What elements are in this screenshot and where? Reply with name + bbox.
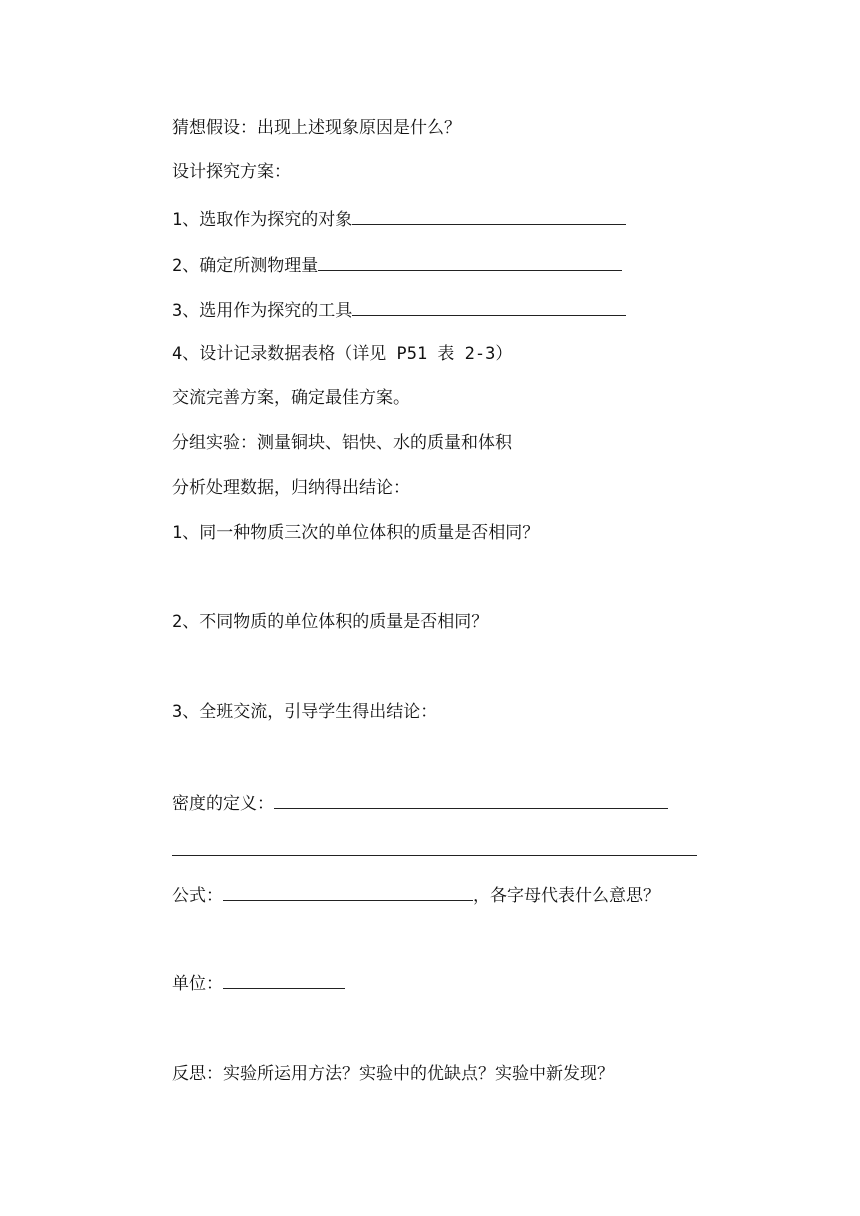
unit-label: 单位： (172, 974, 223, 994)
formula-question: ，各字母代表什么意思？ (473, 886, 660, 906)
step-1-blank[interactable] (352, 206, 626, 225)
design-heading: 设计探究方案： (172, 162, 291, 182)
formula-label: 公式： (172, 886, 223, 906)
question-2-line: 2、不同物质的单位体积的质量是否相同？ (172, 612, 489, 632)
unit-line (172, 970, 345, 994)
analysis-line: 分析处理数据，归纳得出结论： (172, 478, 410, 498)
question-1-line: 1、同一种物质三次的单位体积的质量是否相同？ (172, 523, 540, 543)
formula-line (172, 882, 660, 906)
exchange-line: 交流完善方案，确定最佳方案。 (172, 388, 410, 408)
formula-blank[interactable] (223, 882, 473, 901)
hypothesis-line: 猜想假设：出现上述现象原因是什么？ (172, 118, 461, 138)
density-definition-blank[interactable] (274, 790, 668, 809)
step-2-blank[interactable] (318, 252, 622, 271)
step-1-line (172, 206, 626, 230)
reflection-line: 反思：实验所运用方法？实验中的优缺点？实验中新发现？ (172, 1064, 614, 1084)
step-3-blank[interactable] (352, 297, 626, 316)
step-2-text: 2、确定所测物理量 (172, 256, 319, 276)
density-definition-blank-2[interactable] (172, 855, 697, 856)
step-2-line (172, 252, 622, 276)
step-3-line (172, 297, 626, 321)
step-4-line: 4、设计记录数据表格（详见 P51 表 2-3） (172, 344, 513, 364)
step-1-text: 1、选取作为探究的对象 (172, 210, 353, 230)
question-3-line: 3、全班交流，引导学生得出结论： (172, 702, 438, 722)
unit-blank[interactable] (223, 970, 345, 989)
step-3-text: 3、选用作为探究的工具 (172, 301, 353, 321)
density-definition-label: 密度的定义： (172, 794, 274, 814)
experiment-line: 分组实验：测量铜块、铝快、水的质量和体积 (172, 433, 512, 453)
density-definition-line (172, 790, 668, 814)
